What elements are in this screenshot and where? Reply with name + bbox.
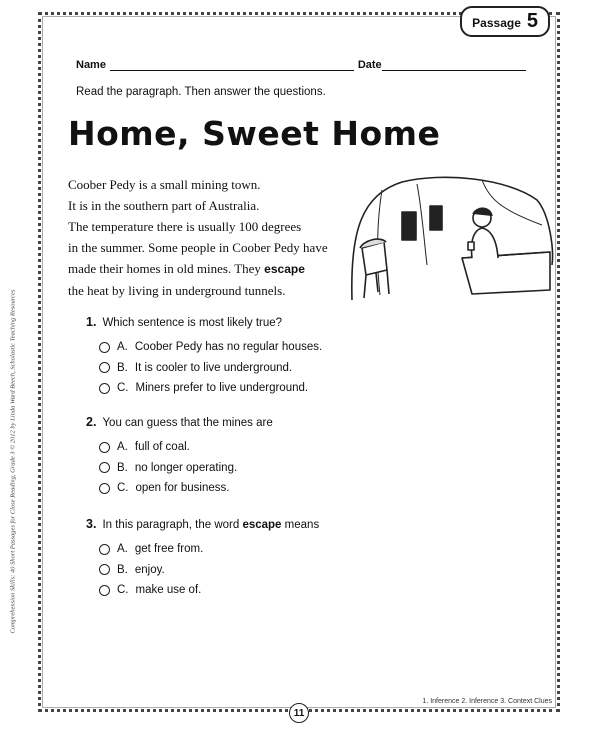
option-letter: A.	[117, 341, 128, 354]
date-field[interactable]	[382, 58, 526, 71]
skills-footer: 1. Inference 2. Inference 3. Context Clues	[422, 698, 552, 705]
answer-option[interactable]	[99, 580, 319, 601]
option-letter: B.	[117, 461, 128, 474]
answer-option[interactable]	[99, 358, 322, 379]
reading-paragraph	[68, 174, 358, 301]
radio-bubble[interactable]	[99, 462, 110, 473]
paragraph-line-text: made their homes in old mines. They	[68, 261, 261, 276]
chair	[362, 242, 389, 298]
window-right	[430, 206, 442, 230]
option-letter: A.	[117, 441, 128, 454]
vocab-word: escape	[242, 519, 282, 531]
person-body	[471, 228, 498, 258]
paragraph-line: It is in the southern part of Australia.	[68, 198, 260, 213]
page-number: 11	[289, 703, 309, 723]
radio-bubble[interactable]	[99, 585, 110, 596]
radio-bubble[interactable]	[99, 383, 110, 394]
date-label: Date	[357, 59, 382, 71]
answer-option[interactable]	[99, 560, 319, 581]
option-text: open for business.	[135, 482, 230, 495]
radio-bubble[interactable]	[99, 442, 110, 453]
answer-option[interactable]	[99, 478, 273, 499]
radio-bubble[interactable]	[99, 362, 110, 373]
option-text: It is cooler to live underground.	[134, 361, 293, 374]
passage-label: Passage	[472, 16, 521, 30]
option-text: make use of.	[135, 584, 202, 597]
option-letter: C.	[117, 382, 129, 395]
passage-tab	[460, 6, 550, 37]
question-stem	[102, 519, 319, 531]
question-number: 2.	[86, 415, 97, 429]
option-text: Coober Pedy has no regular houses.	[134, 341, 323, 354]
option-letter: B.	[117, 563, 128, 576]
option-letter: A.	[117, 543, 128, 556]
option-text: enjoy.	[134, 563, 165, 576]
question-stem: You can guess that the mines are	[102, 417, 273, 429]
question-1	[86, 315, 322, 399]
answer-option[interactable]	[99, 458, 273, 479]
vocab-word: escape	[264, 262, 305, 276]
page-title: Home, Sweet Home	[68, 114, 441, 153]
option-text: Miners prefer to live underground.	[135, 382, 309, 395]
window-left	[402, 212, 416, 240]
answer-option[interactable]	[99, 539, 319, 560]
answer-option[interactable]	[99, 337, 322, 358]
paragraph-line: Coober Pedy is a small mining town.	[68, 177, 261, 192]
paragraph-line: The temperature there is usually 100 degrees	[68, 219, 302, 234]
question-number: 1.	[86, 315, 97, 329]
instructions: Read the paragraph. Then answer the questions.	[76, 86, 326, 98]
question-3	[86, 517, 319, 601]
stem-text: In this paragraph, the word	[102, 519, 240, 531]
radio-bubble[interactable]	[99, 342, 110, 353]
option-text: full of coal.	[134, 441, 190, 454]
name-date-row	[76, 58, 526, 71]
paragraph-line: in the summer. Some people in Coober Pedy have	[68, 240, 328, 255]
passage-number: 5	[526, 10, 538, 32]
question-number: 3.	[86, 517, 97, 531]
answer-option[interactable]	[99, 437, 273, 458]
question-2	[86, 415, 273, 499]
name-field[interactable]	[110, 58, 354, 71]
radio-bubble[interactable]	[99, 483, 110, 494]
paragraph-line	[68, 258, 358, 280]
mug	[468, 242, 474, 250]
name-label: Name	[76, 59, 106, 71]
question-stem: Which sentence is most likely true?	[102, 317, 283, 329]
radio-bubble[interactable]	[99, 564, 110, 575]
stem-text: means	[284, 519, 320, 531]
option-letter: B.	[117, 361, 128, 374]
option-letter: C.	[117, 482, 129, 495]
underground-home-illustration	[332, 170, 557, 310]
radio-bubble[interactable]	[99, 544, 110, 555]
sidebar-credit: Comprehension Skills: 40 Short Passages for Close Reading, Grade 3 © 2012 by Linda Ward Beech, Scholastic Teaching Resources	[9, 289, 17, 634]
option-letter: C.	[117, 584, 129, 597]
counter	[462, 252, 550, 294]
option-text: get free from.	[134, 543, 204, 556]
answer-option[interactable]	[99, 378, 322, 399]
paragraph-line: the heat by living in underground tunnels.	[68, 283, 286, 298]
option-text: no longer operating.	[134, 461, 238, 474]
